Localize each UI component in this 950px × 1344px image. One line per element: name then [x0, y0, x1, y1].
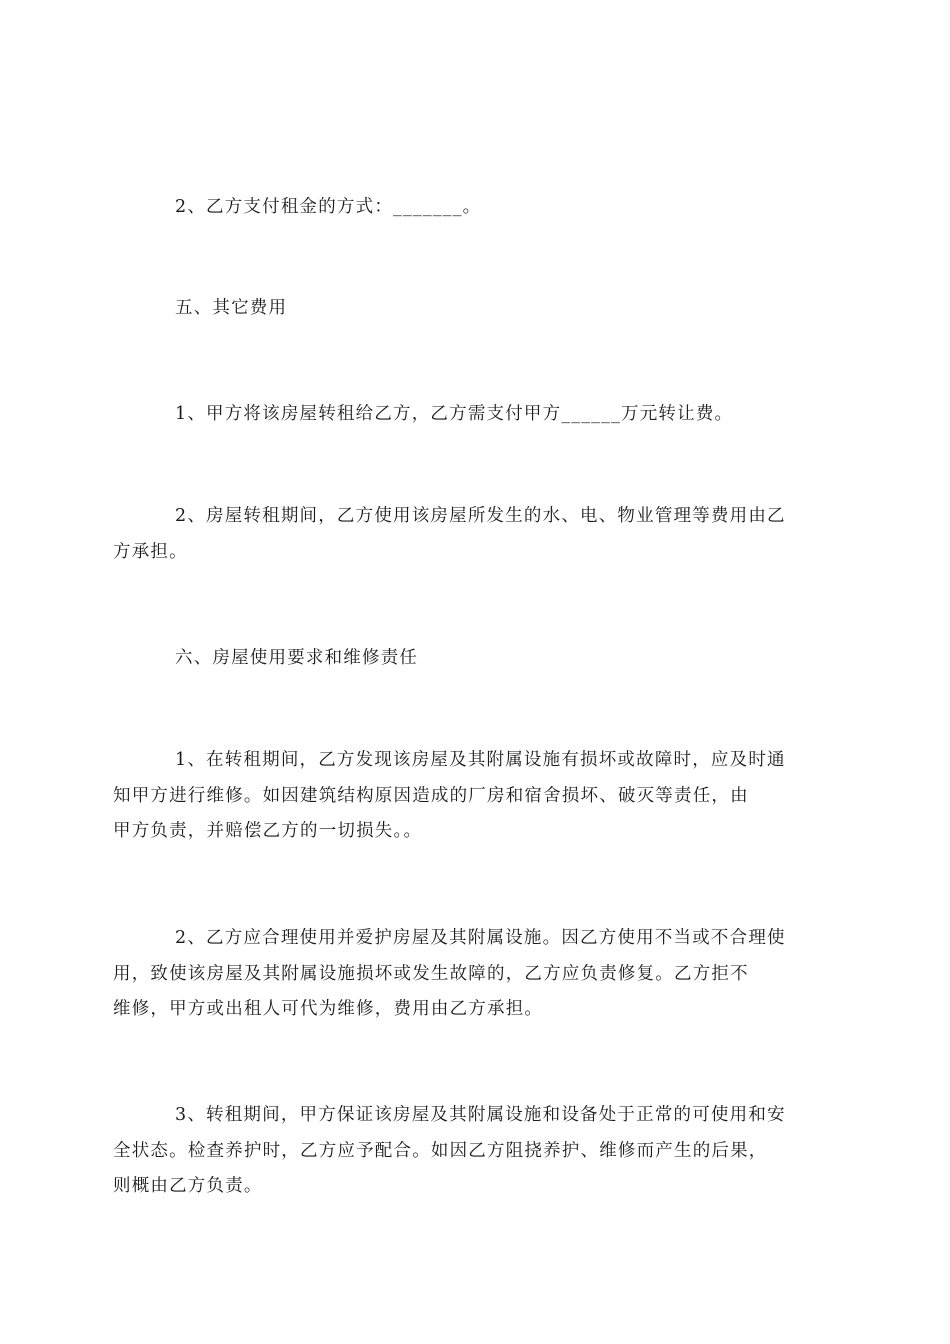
text-line: 2、房屋转租期间，乙方使用该房屋所发生的水、电、物业管理等费用由乙: [175, 506, 786, 526]
text-line: 甲方负责，并赔偿乙方的一切损失。。: [113, 821, 423, 841]
text-line: 全状态。检查养护时，乙方应予配合。如因乙方阻挠养护、维修而产生的后果，: [113, 1140, 768, 1161]
clause-repair-notice: [113, 743, 808, 850]
text-line: 则概由乙方负责。: [113, 1176, 263, 1196]
text-line: 2、乙方应合理使用并爱护房屋及其附属设施。因乙方使用不当或不合理使: [175, 928, 786, 948]
clause-utility-fees: [113, 499, 808, 570]
clause-transfer-fee: [144, 397, 808, 433]
section-heading-usage-and-repair: [144, 641, 808, 677]
section-heading-other-fees: [144, 291, 808, 327]
text-line: 1、甲方将该房屋转租给乙方，乙方需支付甲方______万元转让费。: [175, 404, 734, 424]
clause-rent-payment-method: [144, 190, 808, 226]
clause-safety-maintenance: [113, 1098, 808, 1205]
text-line: 3、转租期间，甲方保证该房屋及其附属设施和设备处于正常的可使用和安: [175, 1105, 786, 1125]
text-line: 方承担。: [113, 541, 188, 562]
text-line: 用，致使该房屋及其附属设施损坏或发生故障的，乙方应负责修复。乙方拒不: [113, 963, 749, 984]
text-line: 五、其它费用: [175, 298, 288, 318]
clause-proper-use: [113, 921, 808, 1028]
text-line: 2、乙方支付租金的方式：_______。: [175, 197, 482, 217]
text-line: 1、在转租期间，乙方发现该房屋及其附属设施有损坏或故障时，应及时通: [175, 750, 786, 770]
text-line: 知甲方进行维修。如因建筑结构原因造成的厂房和宿舍损坏、破灭等责任，由: [113, 785, 749, 806]
text-line: 六、房屋使用要求和维修责任: [175, 648, 419, 668]
text-line: 维修，甲方或出租人可代为维修，费用由乙方承担。: [113, 999, 544, 1019]
